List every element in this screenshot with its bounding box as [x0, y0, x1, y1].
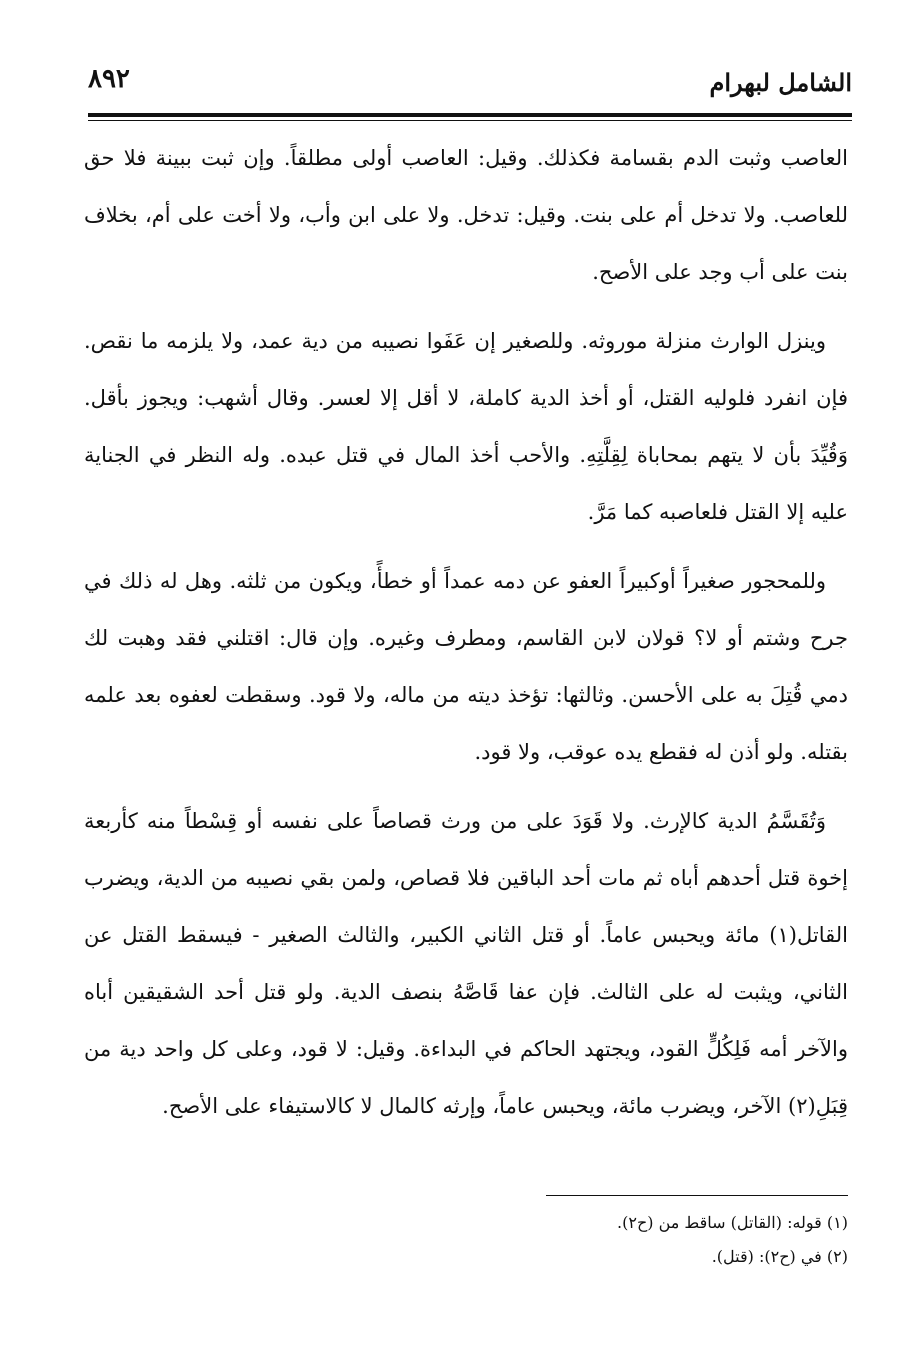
- footnote: (١) قوله: (القاتل) ساقط من (ح٢).: [617, 1213, 848, 1232]
- footnote: (٢) في (ح٢): (قتل).: [711, 1247, 848, 1266]
- header-rule-thin: [88, 120, 852, 121]
- paragraph: وينزل الوارث منزلة موروثه. وللصغير إن عَفَوا نصيبه من دية عمد، ولا يلزمه ما نقص. فإن انفرد فلوليه القتل، أو أخذ الدية كاملة، لا أقل إلا لعسر. وقال أشهب: ويجوز بأقل. وَقُيِّدَ بأن لا يتهم بمحاباة لِقِلَّتِهِ. والأحب أخذ المال في قتل عبده. وله النظر في الجناية عليه إلا القتل فلعاصبه كما مَرَّ.: [84, 329, 848, 524]
- paragraph: وللمحجور صغيراً أوكبيراً العفو عن دمه عمداً أو خطأً، ويكون من ثلثه. وهل له ذلك في جرح وشتم أو لا؟ قولان لابن القاسم، ومطرف وغيره. وإن قال: اقتلني فقد وهبت لك دمي قُتِلَ به على الأحسن. وثالثها: تؤخذ ديته من ماله، ولا قود. وسقطت لعفوه بعد علمه بقتله. ولو أذن له فقطع يده عوقب، ولا قود.: [84, 569, 848, 764]
- paragraph: وَتُقَسَّمُ الدية كالإرث. ولا قَوَدَ على من ورث قصاصاً على نفسه أو قِسْطاً منه كأربعة إخوة قتل أحدهم أباه ثم مات أحد الباقين فلا قصاص، ولمن بقي نصيبه من الدية، ويضرب القاتل(١) مائة ويحبس عاماً. أو قتل الثاني الكبير، والثالث الصغير - فيسقط القتل عن الثاني، ويثبت له على الثالث. فإن عفا قَاصَّهُ بنصف الدية. ولو قتل أحد الشقيقين أباه والآخر أمه فَلِكُلٍّ القود، ويجتهد الحاكم في البداءة. وقيل: لا قود، وعلى كل واحد دية من قِبَلِ(٢) الآخر، ويضرب مائة، ويحبس عاماً، وإرثه كالمال لا كالاستيفاء على الأصح.: [84, 809, 848, 1118]
- paragraph: العاصب وثبت الدم بقسامة فكذلك. وقيل: العاصب أولى مطلقاً. وإن ثبت ببينة فلا حق للعاصب. ولا تدخل أم على بنت. وقيل: تدخل. ولا على ابن وأب، ولا أخت على أم، بخلاف بنت على أب وجد على الأصح.: [84, 146, 848, 284]
- running-title: الشامل لبهرام: [709, 68, 852, 97]
- footnotes: [300, 1206, 848, 1274]
- footnote-separator: [546, 1195, 848, 1196]
- main-text: [84, 130, 848, 1147]
- page-number: ٨٩٢: [88, 64, 130, 94]
- header-rule-thick: [88, 113, 852, 117]
- page-header: [88, 62, 852, 112]
